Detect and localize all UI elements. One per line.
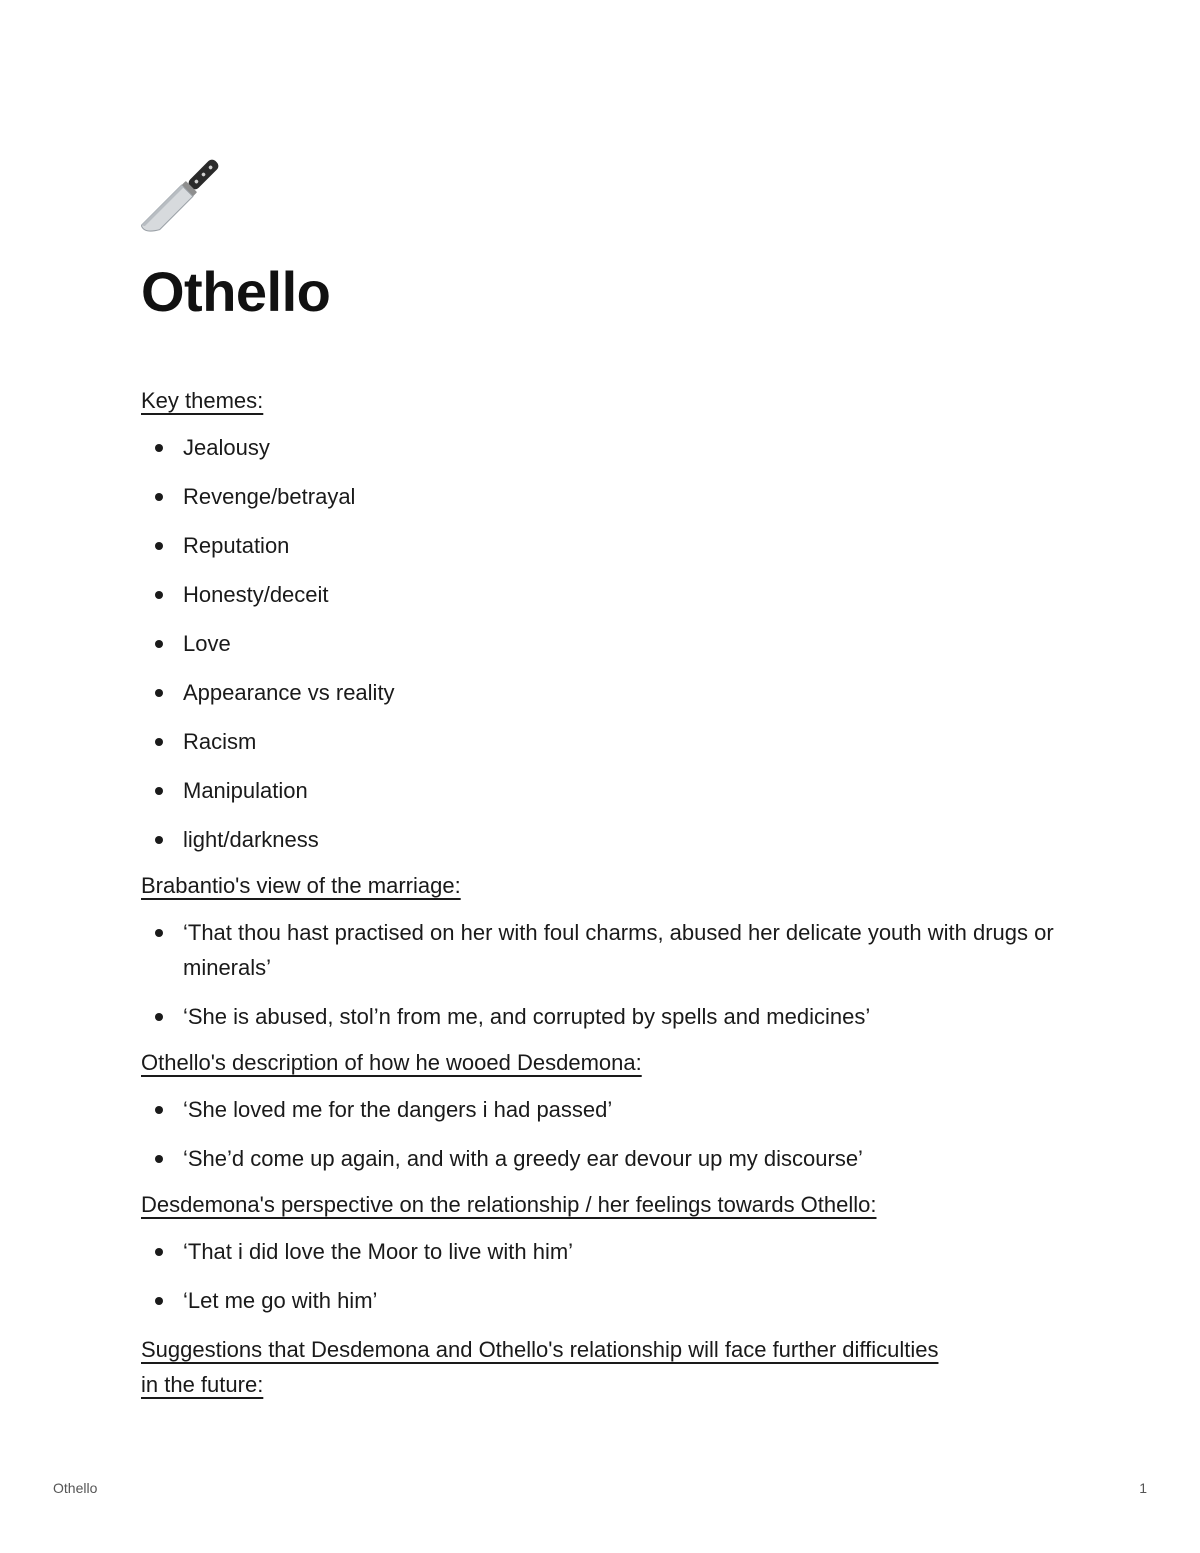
list-item: light/darkness [141, 822, 1061, 857]
list-item: ‘That thou hast practised on her with foul charms, abused her delicate youth with drugs or minerals’ [141, 915, 1061, 985]
list-item: ‘She loved me for the dangers i had passed’ [141, 1092, 1061, 1127]
bullet-icon [155, 929, 163, 937]
section-key-themes [141, 386, 1061, 857]
list-item: Revenge/betrayal [141, 479, 1061, 514]
page-title: Othello [141, 260, 331, 323]
list-item: Racism [141, 724, 1061, 759]
bullet-icon [155, 444, 163, 452]
bullet-list [141, 430, 1061, 857]
bullet-icon [155, 836, 163, 844]
bullet-list [141, 1092, 1061, 1176]
footer-doc-name: Othello [53, 1480, 98, 1496]
list-item: Manipulation [141, 773, 1061, 808]
list-item: Reputation [141, 528, 1061, 563]
list-item: Love [141, 626, 1061, 661]
section-heading: Brabantio's view of the marriage: [141, 873, 461, 898]
page-content [141, 150, 1061, 1402]
list-item: Honesty/deceit [141, 577, 1061, 612]
bullet-icon [155, 1297, 163, 1305]
list-item: Appearance vs reality [141, 675, 1061, 710]
bullet-icon [155, 640, 163, 648]
section-future-difficulties [141, 1332, 1061, 1402]
bullet-list [141, 915, 1061, 1034]
list-item: Jealousy [141, 430, 1061, 465]
section-heading: Desdemona's perspective on the relationship / her feelings towards Othello: [141, 1192, 877, 1217]
list-item: ‘She’d come up again, and with a greedy ear devour up my discourse’ [141, 1141, 1061, 1176]
bullet-icon [155, 738, 163, 746]
section-heading: Key themes: [141, 388, 264, 413]
list-item: ‘That i did love the Moor to live with him’ [141, 1234, 1061, 1269]
footer-page-number: 1 [1139, 1480, 1147, 1496]
bullet-icon [155, 493, 163, 501]
list-item: ‘Let me go with him’ [141, 1283, 1061, 1318]
bullet-icon [155, 1155, 163, 1163]
section-brabantio-view [141, 871, 1061, 1034]
section-heading: Suggestions that Desdemona and Othello's relationship will face further difficulties in the future: [141, 1337, 939, 1397]
bullet-icon [155, 542, 163, 550]
bullet-list [141, 1234, 1061, 1318]
section-othello-wooing [141, 1048, 1061, 1176]
bullet-icon [155, 787, 163, 795]
bullet-icon [155, 1013, 163, 1021]
kitchen-knife-icon [141, 150, 225, 240]
bullet-icon [155, 1248, 163, 1256]
bullet-icon [155, 591, 163, 599]
section-desdemona-perspective [141, 1190, 1061, 1318]
bullet-icon [155, 1106, 163, 1114]
bullet-icon [155, 689, 163, 697]
section-heading: Othello's description of how he wooed Desdemona: [141, 1050, 642, 1075]
list-item: ‘She is abused, stol’n from me, and corrupted by spells and medicines’ [141, 999, 1061, 1034]
